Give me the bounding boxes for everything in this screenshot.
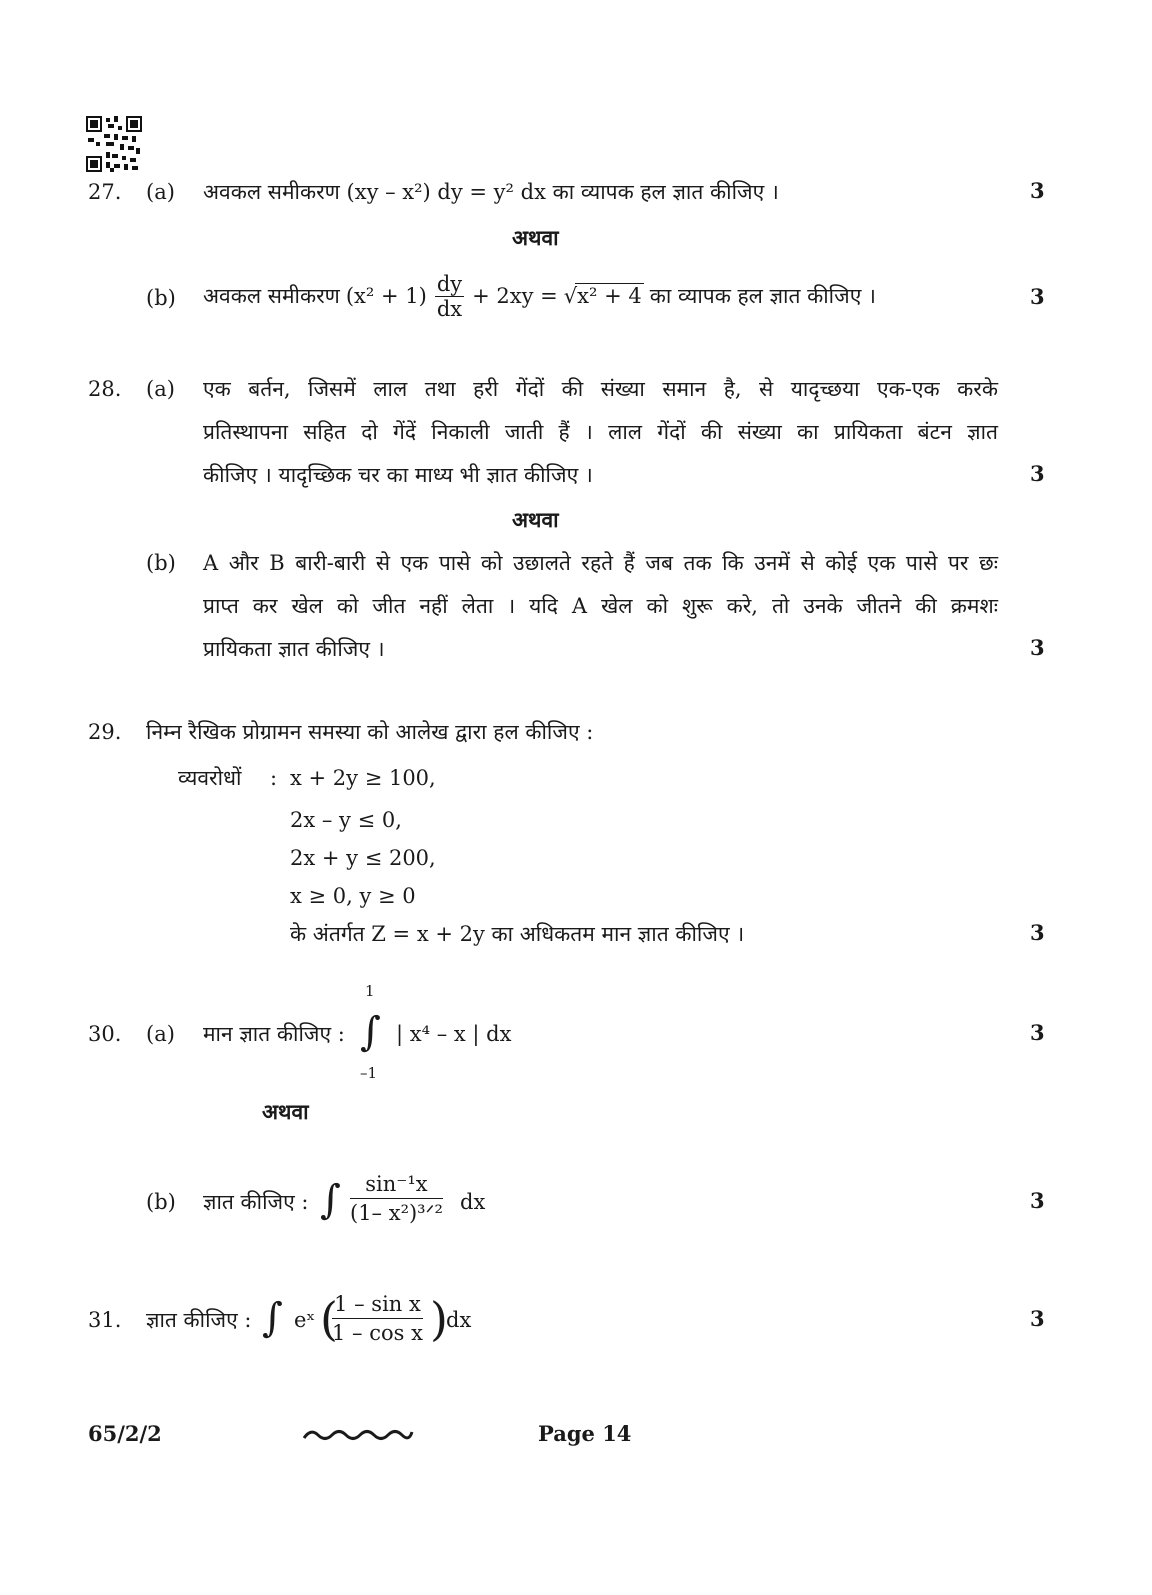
q30a-integrand: | x⁴ – x | dx bbox=[396, 1022, 512, 1046]
q30a-marks: 3 bbox=[1030, 1020, 1045, 1045]
q27-number: 27. bbox=[88, 180, 122, 204]
q30b-dx: dx bbox=[460, 1190, 486, 1214]
integral-sign-icon: ∫ bbox=[360, 1009, 381, 1055]
q27-or: अथवा bbox=[512, 225, 559, 250]
q31-dx: dx bbox=[446, 1308, 472, 1332]
q31-text: ज्ञात कीजिए : bbox=[146, 1308, 252, 1332]
integral-sign-icon: ∫ bbox=[320, 1177, 341, 1223]
q29-constraint-2: 2x – y ≤ 0, bbox=[290, 808, 402, 832]
q28-number: 28. bbox=[88, 377, 122, 401]
q28b-label: (b) bbox=[146, 551, 176, 575]
q28a-label: (a) bbox=[146, 377, 175, 401]
q30b-text: ज्ञात कीजिए : bbox=[203, 1190, 309, 1214]
q28a-line2: प्रतिस्थापना सहित दो गेंदें निकाली जाती हैं । लाल गेंदों की संख्या का प्रायिकता बंटन ज्ञात bbox=[203, 420, 998, 444]
q27b-sqrt-expr: √x² + 4 bbox=[563, 284, 642, 308]
q28a-line3: कीजिए । यादृच्छिक चर का माध्य भी ज्ञात कीजिए । bbox=[203, 463, 593, 487]
integral-sign-icon: ∫ bbox=[262, 1295, 283, 1341]
q31-marks: 3 bbox=[1030, 1306, 1045, 1331]
q27a-label: (a) bbox=[146, 180, 175, 204]
q30-or: अथवा bbox=[262, 1099, 309, 1124]
q29-marks: 3 bbox=[1030, 920, 1045, 945]
q28-or: अथवा bbox=[512, 507, 559, 532]
q30a-label: (a) bbox=[146, 1022, 175, 1046]
q27a-marks: 3 bbox=[1030, 178, 1045, 203]
q28b-line2: प्राप्त कर खेल को जीत नहीं लेता । यदि A खेल को शुरू करे, तो उनके जीतने की क्रमशः bbox=[203, 594, 998, 618]
q27b-sqrt-radicand: x² + 4 bbox=[577, 284, 642, 308]
q28a-line1: एक बर्तन, जिसमें लाल तथा हरी गेंदों की संख्या समान है, से यादृच्छया एक-एक करके bbox=[203, 377, 998, 401]
q29-constraints-label: व्यवरोधों bbox=[178, 766, 242, 790]
wave-ornament-icon bbox=[302, 1426, 414, 1444]
q27a-text-post: का व्यापक हल ज्ञात कीजिए । bbox=[552, 180, 779, 204]
q27a-equation: (xy – x²) dy = y² dx bbox=[346, 180, 546, 204]
q27b-eq-mid: + 2xy = bbox=[472, 284, 558, 308]
q30b-denominator: (1– x²)³ᐟ² bbox=[350, 1201, 443, 1225]
left-paren-icon: ( bbox=[320, 1292, 338, 1346]
q28a-marks: 3 bbox=[1030, 461, 1045, 486]
q29-number: 29. bbox=[88, 720, 122, 744]
q31-number: 31. bbox=[88, 1308, 122, 1332]
q29-constraint-3: 2x + y ≤ 200, bbox=[290, 846, 436, 870]
q30b-label: (b) bbox=[146, 1190, 176, 1214]
q30a-upper-limit: 1 bbox=[365, 982, 375, 1000]
q27a-text-pre: अवकल समीकरण bbox=[203, 180, 340, 204]
q27b-eq-lhs: (x² + 1) bbox=[345, 284, 427, 308]
q30b-numerator: sin⁻¹x bbox=[350, 1170, 443, 1199]
q27b-frac-den: dx bbox=[436, 296, 463, 321]
q29-objective: के अंतर्गत Z = x + 2y का अधिकतम मान ज्ञात कीजिए । bbox=[290, 922, 745, 946]
q31-numerator: 1 – sin x bbox=[332, 1290, 423, 1319]
q29-colon: : bbox=[270, 766, 278, 790]
q29-constraint-4: x ≥ 0, y ≥ 0 bbox=[290, 884, 416, 908]
q30a-text: मान ज्ञात कीजिए : bbox=[203, 1022, 345, 1046]
q30b-marks: 3 bbox=[1030, 1188, 1045, 1213]
q27b-label: (b) bbox=[146, 286, 176, 310]
right-paren-icon: ) bbox=[430, 1292, 448, 1346]
q27b-text-pre: अवकल समीकरण bbox=[203, 284, 340, 308]
q30b-fraction bbox=[350, 1170, 443, 1227]
page-number: Page 14 bbox=[538, 1421, 632, 1446]
q27b-marks: 3 bbox=[1030, 284, 1045, 309]
q27a-text bbox=[203, 178, 779, 206]
q27b-frac-num: dy bbox=[436, 271, 463, 296]
paper-code: 65/2/2 bbox=[88, 1421, 162, 1446]
q27b-text-post: का व्यापक हल ज्ञात कीजिए । bbox=[649, 284, 876, 308]
q28b-line3: प्रायिकता ज्ञात कीजिए । bbox=[203, 637, 385, 661]
q30a-lower-limit: –1 bbox=[360, 1064, 378, 1082]
q27b-text bbox=[203, 266, 876, 326]
q28b-marks: 3 bbox=[1030, 635, 1045, 660]
q31-fraction bbox=[332, 1290, 423, 1347]
q28b-line1: A और B बारी-बारी से एक पासे को उछालते रहते हैं जब तक कि उनमें से कोई एक पासे पर छः bbox=[203, 551, 998, 575]
q31-denominator: 1 – cos x bbox=[332, 1321, 423, 1345]
q30-number: 30. bbox=[88, 1022, 122, 1046]
qr-code bbox=[86, 116, 142, 172]
q29-intro: निम्न रैखिक प्रोग्रामन समस्या को आलेख द्वारा हल कीजिए : bbox=[146, 720, 594, 744]
q29-constraint-1: x + 2y ≥ 100, bbox=[290, 766, 436, 790]
q27b-derivative bbox=[435, 272, 464, 321]
q31-exp: eˣ bbox=[294, 1308, 316, 1332]
